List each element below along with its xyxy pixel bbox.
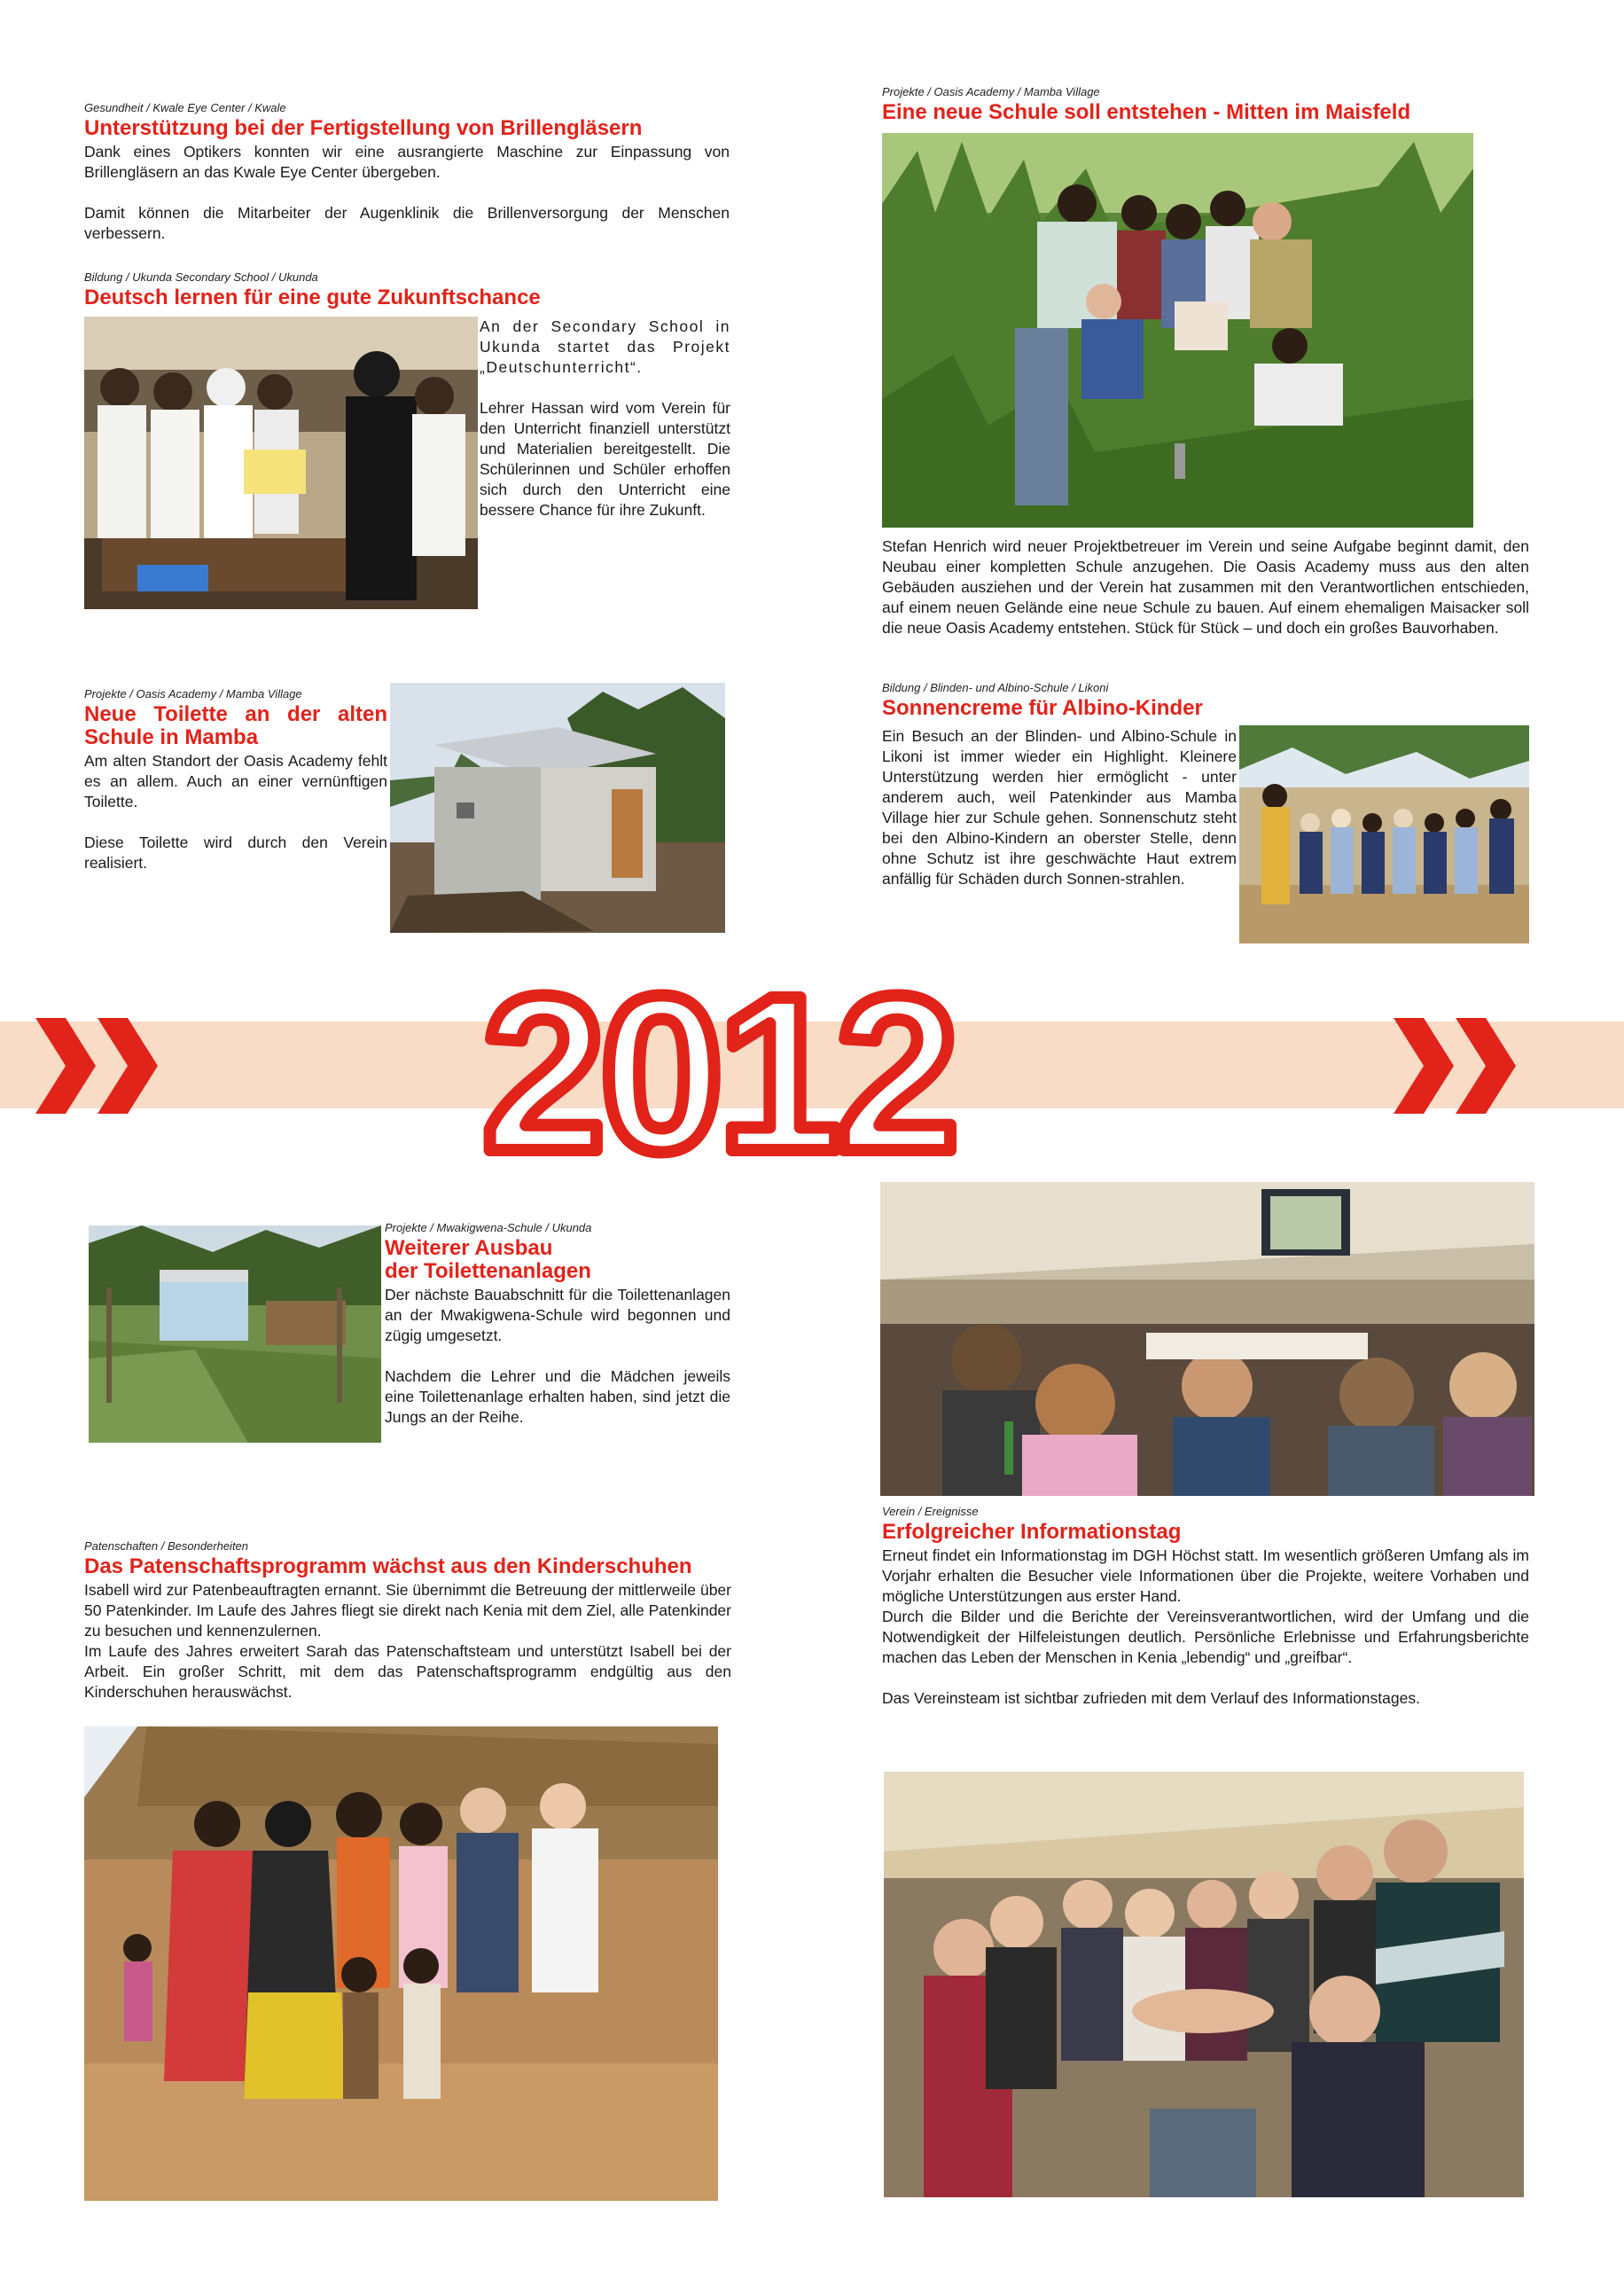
paragraph: Nachdem die Lehrer und die Mädchen jeweils eine Toilettenanlage erhalten haben, sind jetzt die Jungs an der Reihe. xyxy=(385,1367,730,1426)
paragraph: Isabell wird zur Patenbeauftragten ernannt. Sie übernimmt die Betreuung der mittlerweile über 50 Patenkinder. Im Laufe des Jahres fliegt sie direkt nach Kenia mit dem Ziel, alle Patenkinder zu besuchen und kennenzulernen. xyxy=(84,1581,731,1640)
breadcrumb: Projekte / Oasis Academy / Mamba Village xyxy=(882,85,1100,98)
photo-info-day-hall xyxy=(880,1182,1534,1496)
photo-toilet-buildings xyxy=(89,1225,381,1443)
article-title: Das Patenschaftsprogramm wächst aus den Kinderschuhen xyxy=(84,1554,692,1578)
paragraph: Stefan Henrich wird neuer Projektbetreuer im Verein und seine Aufgabe beginnt damit, den Neubau einer kompletten Schule anzugehen. Die Oasis Academy muss aus den alten Gebäuden ausziehen und der Verein hat zusammen mit den Verantwortlichen entschieden, auf einem neuen Gelände eine neue Schule zu bauen. Auf einem ehemaligen Maisacker soll die neue Oasis Academy entstehen. Stück für Stück – und doch ein großes Bauvorhaben. xyxy=(882,537,1529,637)
photo-classroom xyxy=(84,317,478,609)
breadcrumb: Projekte / Oasis Academy / Mamba Village xyxy=(84,687,302,701)
article-schule-header xyxy=(882,85,1534,126)
title-line: Weiterer Ausbau xyxy=(385,1236,553,1260)
photo-maize-field xyxy=(882,133,1473,528)
article-deutsch-text xyxy=(480,317,730,521)
article-brillen xyxy=(84,101,730,244)
photo-sponsorship-group xyxy=(84,1726,718,2201)
paragraph: Ein Besuch an der Blinden- und Albino-Schule in Likoni ist immer wieder ein Highlight. Kleinere Unterstützung werden hier ermöglicht - unter anderem auch, weil Patenkinder aus Mamba Village hier zur Schule gehen. Sonnenschutz steht bei den Albino-Kindern an oberster Stelle, denn ohne Schutz ist ihre geschwächte Haut extrem anfällig für Schäden durch Sonnen-strahlen. xyxy=(882,727,1237,888)
article-title: Neue Toilette an der alten Schule in Mamba xyxy=(84,702,387,749)
article-title xyxy=(385,1237,730,1283)
article-albino-text xyxy=(882,726,1237,889)
article-title: Unterstützung bei der Fertigstellung von Brillengläsern xyxy=(84,116,643,140)
article-deutsch-header xyxy=(84,270,730,311)
paragraph: Erneut findet ein Informationstag im DGH Höchst statt. Im wesentlich größeren Umfang als im Vorjahr erhalten die Besucher viele Informationen über die Projekte, weitere Vorhaben und mögliche Unterstützungen aus erster Hand. xyxy=(882,1546,1529,1605)
paragraph: Damit können die Mitarbeiter der Augenklinik die Brillenversorgung der Menschen verbessern. xyxy=(84,204,730,242)
article-title: Deutsch lernen für eine gute Zukunftschance xyxy=(84,286,541,309)
article-body xyxy=(882,726,1237,889)
paragraph: Der nächste Bauabschnitt für die Toilettenanlagen an der Mwakigwena-Schule wird begonnen und zügig umgesetzt. xyxy=(385,1286,730,1344)
article-body xyxy=(84,142,730,244)
paragraph: Durch die Bilder und die Berichte der Vereinsverantwortlichen, wird der Umfang und die Notwendigkeit der Hilfeleistungen deutlich. Persönliche Erlebnisse und Erfahrungsberichte machen das Leben der Menschen in Kenia „lebendig“ und „greifbar“. xyxy=(882,1608,1529,1666)
photo-team-hands xyxy=(884,1772,1524,2197)
title-line: der Toilettenanlagen xyxy=(385,1259,591,1283)
chevron-right-icon xyxy=(1392,1009,1534,1123)
article-title: Erfolgreicher Informationstag xyxy=(882,1520,1182,1544)
photo-albino-children xyxy=(1239,725,1529,943)
article-info xyxy=(882,1505,1529,1709)
breadcrumb: Projekte / Mwakigwena-Schule / Ukunda xyxy=(385,1221,592,1234)
paragraph: Lehrer Hassan wird vom Verein für den Unterricht finanziell unterstützt und Materialien bereitgestellt. Die Schülerinnen und Schüler erhoffen sich durch den Unterricht eine bessere Chance für ihre Zukunft. xyxy=(480,399,730,519)
chevron-right-icon xyxy=(34,1009,176,1123)
article-paten xyxy=(84,1539,731,1702)
breadcrumb: Bildung / Ukunda Secondary School / Ukunda xyxy=(84,270,318,284)
article-albino-header xyxy=(882,681,1534,722)
breadcrumb: Verein / Ereignisse xyxy=(882,1505,979,1518)
article-ausbau xyxy=(385,1221,730,1428)
article-title: Sonnencreme für Albino-Kinder xyxy=(882,696,1203,720)
breadcrumb: Gesundheit / Kwale Eye Center / Kwale xyxy=(84,101,286,114)
photo-new-toilet xyxy=(390,683,725,933)
paragraph: An der Secondary School in Ukunda startet das Projekt „Deutschunterricht“. xyxy=(480,317,730,376)
article-body xyxy=(480,317,730,521)
paragraph: Dank eines Optikers konnten wir eine ausrangierte Maschine zur Einpassung von Brillengläsern an das Kwale Eye Center übergeben. xyxy=(84,143,730,181)
paragraph: Im Laufe des Jahres erweitert Sarah das Patenschaftsteam und unterstützt Isabell bei der Arbeit. Ein großer Schritt, mit dem das Patenschaftsprogramm endgültig aus den Kinderschuhen herauswächst. xyxy=(84,1642,731,1701)
article-body xyxy=(84,751,387,873)
article-body xyxy=(84,1580,731,1702)
article-body xyxy=(882,536,1529,638)
paragraph: Das Vereinsteam ist sichtbar zufrieden mit dem Verlauf des Informationstages. xyxy=(882,1689,1420,1707)
article-title: Eine neue Schule soll entstehen - Mitten im Maisfeld xyxy=(882,100,1411,124)
article-body xyxy=(882,1546,1529,1709)
article-body xyxy=(385,1285,730,1428)
paragraph: Am alten Standort der Oasis Academy fehlt es an allem. Auch an einer vernünftigen Toilette. xyxy=(84,752,387,810)
article-toilette xyxy=(84,687,387,873)
paragraph: Diese Toilette wird durch den Verein realisiert. xyxy=(84,834,387,872)
year-label: 2012 xyxy=(481,951,955,1181)
breadcrumb: Patenschaften / Besonderheiten xyxy=(84,1539,249,1553)
article-schule-text xyxy=(882,536,1529,638)
year-heading xyxy=(408,951,1028,1181)
breadcrumb: Bildung / Blinden- und Albino-Schule / Likoni xyxy=(882,681,1109,694)
